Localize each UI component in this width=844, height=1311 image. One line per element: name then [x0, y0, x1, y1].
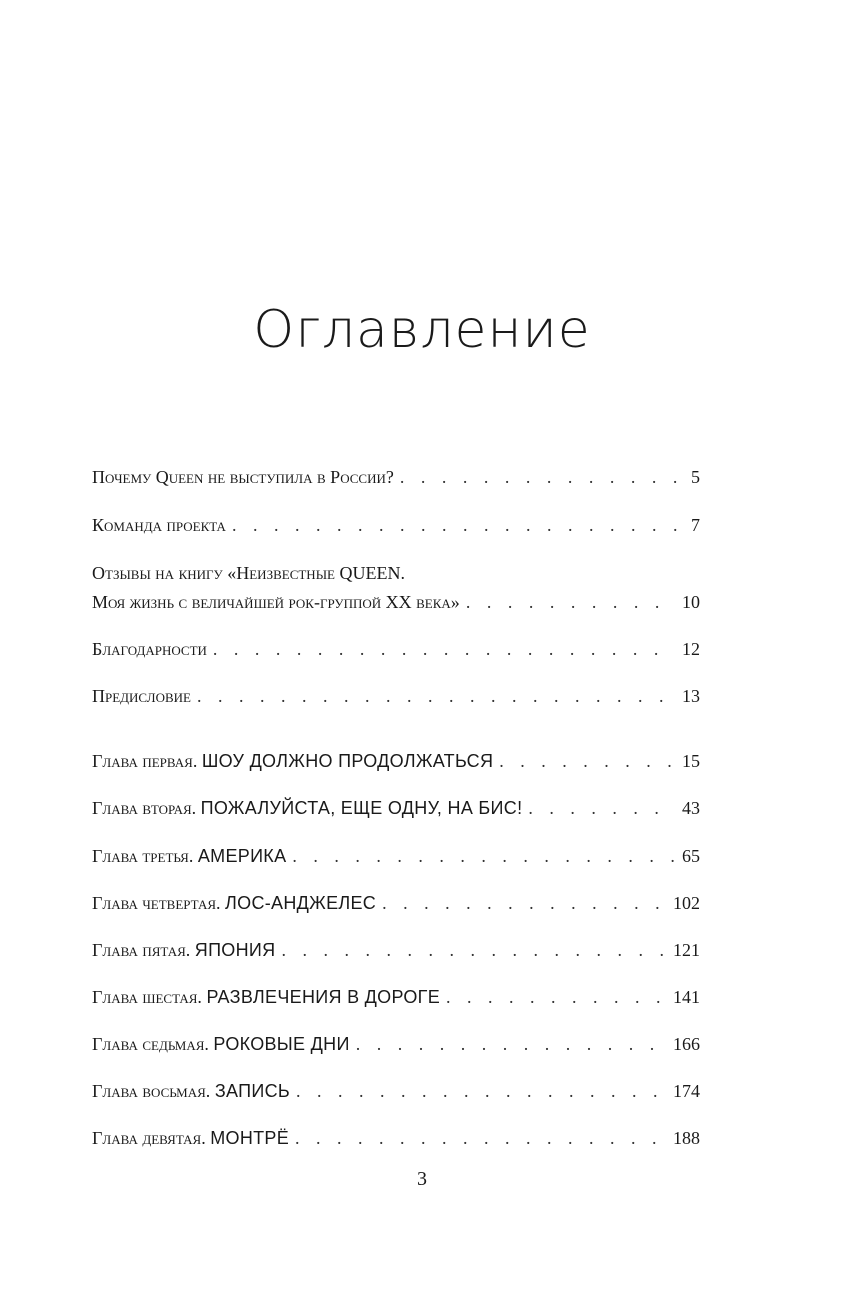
toc-entry-page: 121: [673, 940, 700, 960]
chapter-name: ШОУ ДОЛЖНО ПРОДОЛЖАТЬСЯ: [201, 751, 494, 771]
toc-entry-page: 188: [673, 1128, 700, 1148]
toc-entry-label: Почему Queen не выступила в России?: [92, 467, 394, 487]
chapter-name: ЛОС-АНДЖЕЛЕС: [225, 893, 377, 913]
chapter-prefix: Глава седьмая.: [92, 1034, 209, 1054]
toc-entry-page: 65: [682, 846, 700, 866]
toc-chapter-entry[interactable]: [92, 892, 700, 914]
toc-entry-page: 15: [682, 751, 700, 771]
chapter-prefix: Глава восьмая.: [92, 1081, 211, 1101]
toc-entry-page: 174: [673, 1081, 700, 1101]
toc-entry-page: 43: [682, 798, 700, 818]
toc-chapter-entry[interactable]: [92, 1080, 700, 1102]
toc-entry-page: 102: [673, 893, 700, 913]
chapter-prefix: Глава пятая.: [92, 940, 191, 960]
toc-entry-page: 12: [682, 639, 700, 659]
toc-entry-label: Моя жизнь с величайшей рок-группой XX века»: [92, 592, 460, 612]
toc-leader-dots: [296, 1080, 667, 1102]
toc-chapter-entry[interactable]: [92, 750, 700, 772]
toc-chapter-entry[interactable]: [92, 986, 700, 1008]
chapter-prefix: Глава первая.: [92, 751, 198, 771]
chapter-name: РОКОВЫЕ ДНИ: [213, 1034, 350, 1054]
toc-entry-label: Предисловие: [92, 686, 191, 706]
chapter-name: ЯПОНИЯ: [194, 940, 276, 960]
toc-chapter-entry[interactable]: [92, 1127, 700, 1149]
toc-entry[interactable]: [92, 514, 700, 536]
toc-leader-dots: [400, 466, 685, 488]
toc-leader-dots: [197, 685, 676, 707]
chapter-prefix: Глава вторая.: [92, 798, 197, 818]
toc-entry-label-line1: Отзывы на книгу «Неизвестные QUEEN.: [92, 563, 405, 583]
toc-leader-dots: [213, 638, 676, 660]
toc-leader-dots: [499, 750, 676, 772]
toc-entry-page: 5: [691, 467, 700, 487]
toc-entry[interactable]: [92, 685, 700, 707]
toc-leader-dots: [528, 797, 676, 819]
toc-leader-dots: [281, 939, 667, 961]
toc-chapter-entry[interactable]: [92, 1033, 700, 1055]
toc-entry-page: 7: [691, 515, 700, 535]
toc-entry-label: Команда проекта: [92, 515, 226, 535]
toc-entry-page: 10: [682, 592, 700, 612]
page-title: Оглавление: [253, 300, 591, 360]
toc-leader-dots: [382, 892, 667, 914]
page-number: 3: [417, 1168, 427, 1190]
chapter-name: РАЗВЛЕЧЕНИЯ В ДОРОГЕ: [206, 987, 441, 1007]
toc-entry-page: 166: [673, 1034, 700, 1054]
toc-entry-page: 13: [682, 686, 700, 706]
chapter-name: ЗАПИСЬ: [214, 1081, 290, 1101]
toc-leader-dots: [466, 591, 676, 613]
toc-entry-label: Благодарности: [92, 639, 207, 659]
toc-entry-page: 141: [673, 987, 700, 1007]
chapter-prefix: Глава девятая.: [92, 1128, 206, 1148]
chapter-prefix: Глава третья.: [92, 846, 194, 866]
toc-chapter-entry[interactable]: [92, 797, 700, 819]
toc-leader-dots: [356, 1033, 667, 1055]
chapter-prefix: Глава шестая.: [92, 987, 202, 1007]
toc-leader-dots: [295, 1127, 667, 1149]
chapter-name: МОНТРЁ: [210, 1128, 290, 1148]
toc-chapter-entry[interactable]: [92, 939, 700, 961]
toc-entry[interactable]: [92, 638, 700, 660]
toc-leader-dots: [232, 514, 685, 536]
toc-leader-dots: [446, 986, 667, 1008]
chapter-name: АМЕРИКА: [197, 846, 287, 866]
toc-entry[interactable]: [92, 466, 700, 488]
toc-leader-dots: [292, 845, 676, 867]
chapter-name: ПОЖАЛУЙСТА, ЕЩЕ ОДНУ, НА БИС!: [200, 798, 523, 818]
toc-entry[interactable]: [92, 591, 700, 613]
toc-chapter-entry[interactable]: [92, 845, 700, 867]
chapter-prefix: Глава четвертая.: [92, 893, 221, 913]
